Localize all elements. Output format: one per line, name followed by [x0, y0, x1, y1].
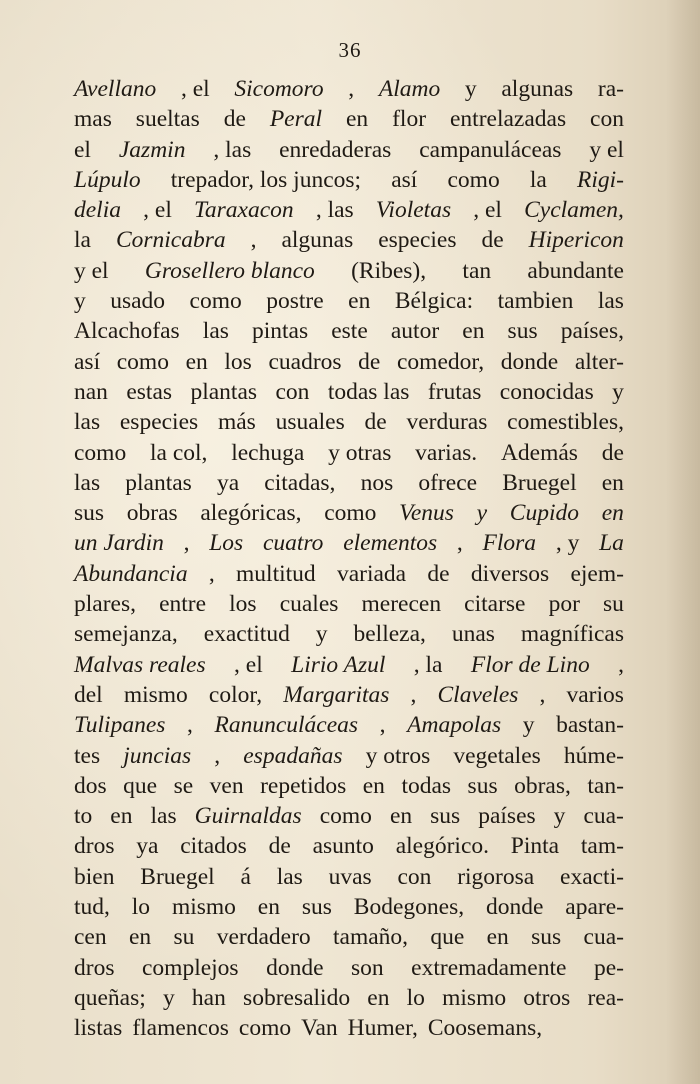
- text-segment: semejanza,: [74, 621, 178, 648]
- text-segment: los: [229, 591, 257, 618]
- text-segment: verdadero: [216, 924, 311, 951]
- text-segment: su: [603, 591, 624, 618]
- text-segment: su: [173, 924, 195, 951]
- text-segment: Los: [209, 530, 244, 557]
- text-segment: citarse: [464, 591, 526, 618]
- text-segment: Guirnaldas: [194, 803, 302, 830]
- text-line: [74, 407, 624, 437]
- text-segment: autor: [390, 318, 440, 345]
- text-segment: de: [601, 439, 624, 466]
- text-segment: ejem-: [570, 560, 624, 587]
- text-segment: Hipericon: [528, 227, 624, 254]
- text-segment: mismo: [123, 681, 188, 708]
- text-line: [74, 104, 624, 134]
- text-segment: y: [464, 76, 477, 102]
- text-segment: cuales: [279, 591, 339, 618]
- text-line: [74, 135, 624, 165]
- text-segment: de: [427, 560, 450, 587]
- text-segment: sus: [531, 924, 562, 951]
- text-segment: ,: [208, 560, 215, 587]
- body-text: [74, 74, 624, 1044]
- text-segment: ,: [250, 227, 257, 254]
- text-segment: donde: [500, 348, 559, 375]
- text-line: [74, 589, 624, 619]
- text-segment: con: [397, 863, 432, 890]
- text-segment: alegóricas,: [200, 500, 302, 527]
- text-segment: en: [128, 924, 152, 951]
- text-segment: Humer,: [347, 1015, 418, 1042]
- text-line: [74, 377, 624, 407]
- text-segment: que: [123, 772, 158, 799]
- text-segment: nan: [74, 378, 108, 405]
- text-line: [74, 347, 624, 377]
- text-segment: ven: [209, 772, 244, 799]
- text-segment: otros: [523, 984, 571, 1011]
- text-segment: la col,: [150, 439, 208, 466]
- text-segment: color,: [208, 681, 263, 708]
- text-segment: especies: [378, 227, 457, 254]
- text-segment: Rigi-: [576, 166, 624, 193]
- text-segment: entre: [159, 591, 207, 618]
- text-segment: , el: [180, 76, 210, 102]
- text-segment: Coosemans,: [427, 1015, 543, 1042]
- text-segment: tan: [462, 257, 492, 284]
- text-segment: así: [74, 348, 101, 375]
- text-segment: la: [74, 227, 91, 254]
- text-segment: Venus: [399, 500, 454, 527]
- text-segment: usado: [110, 288, 166, 315]
- text-line: [74, 165, 624, 195]
- text-line: [74, 953, 624, 983]
- text-segment: entrelazadas: [449, 106, 567, 133]
- text-segment: extremadamente: [411, 954, 567, 981]
- text-segment: alter-: [574, 348, 624, 375]
- text-segment: lo: [131, 894, 151, 921]
- text-segment: ,: [539, 681, 546, 708]
- text-segment: así: [391, 166, 418, 193]
- text-segment: en: [257, 894, 280, 921]
- text-segment: y: [315, 621, 328, 648]
- text-segment: ra-: [597, 76, 624, 102]
- text-segment: como: [324, 500, 377, 527]
- text-segment: y: [476, 500, 488, 527]
- text-segment: y: [522, 712, 535, 739]
- text-segment: , y: [555, 530, 580, 557]
- text-segment: Jazmin: [118, 136, 186, 163]
- text-segment: como: [319, 803, 372, 830]
- text-segment: bastan-: [556, 712, 624, 739]
- text-segment: Grosellero blanco: [144, 257, 315, 284]
- text-segment: asunto: [312, 833, 374, 860]
- text-segment: ,: [410, 681, 417, 708]
- text-segment: la: [529, 166, 547, 193]
- text-segment: Avellano: [74, 76, 157, 102]
- text-segment: dos: [74, 772, 107, 799]
- text-segment: Bodegones,: [353, 894, 465, 921]
- text-segment: , el: [143, 197, 172, 224]
- text-line: [74, 771, 624, 801]
- text-segment: citados: [180, 833, 247, 860]
- text-line: [74, 559, 624, 589]
- text-segment: cua-: [583, 924, 624, 951]
- text-segment: Flora: [482, 530, 537, 557]
- text-segment: varias.: [415, 439, 478, 466]
- text-segment: de: [364, 409, 387, 436]
- text-segment: uvas: [328, 863, 372, 890]
- text-segment: en: [367, 984, 390, 1011]
- text-segment: en: [362, 772, 385, 799]
- text-segment: sueltas: [135, 106, 200, 133]
- text-segment: ,: [214, 742, 221, 769]
- text-segment: juncias: [123, 742, 192, 769]
- text-segment: en: [389, 803, 413, 830]
- text-segment: este: [331, 318, 368, 345]
- text-segment: ,: [456, 530, 463, 557]
- text-segment: y el: [74, 257, 109, 284]
- text-segment: Bruegel: [502, 469, 577, 496]
- text-segment: y otras: [328, 439, 392, 466]
- text-segment: del: [74, 681, 103, 708]
- text-segment: Peral: [269, 106, 323, 133]
- text-line: [74, 316, 624, 346]
- text-segment: tud,: [74, 894, 110, 921]
- text-line: [74, 74, 624, 104]
- text-segment: alegórico.: [395, 833, 490, 860]
- text-segment: tes: [74, 742, 101, 769]
- text-segment: Cyclamen,: [524, 197, 624, 224]
- text-segment: estas: [126, 378, 173, 405]
- text-segment: diversos: [470, 560, 550, 587]
- text-segment: nos: [360, 469, 394, 496]
- text-segment: Flor de Lino: [470, 651, 590, 678]
- text-segment: los: [224, 348, 252, 375]
- text-segment: merecen: [361, 591, 442, 618]
- text-line: [74, 195, 624, 225]
- text-segment: y otros: [365, 742, 431, 769]
- text-line: [74, 256, 624, 286]
- text-segment: como: [74, 439, 127, 466]
- text-line: [74, 862, 624, 892]
- text-segment: obras: [126, 500, 178, 527]
- text-segment: Margaritas: [283, 681, 390, 708]
- text-segment: Bélgica:: [394, 288, 474, 315]
- text-segment: enredaderas: [279, 136, 392, 163]
- text-segment: Alcachofas: [74, 318, 180, 345]
- text-line: [74, 286, 624, 316]
- text-segment: en: [345, 106, 369, 133]
- text-line: [74, 498, 624, 528]
- text-segment: cen: [74, 924, 107, 951]
- text-line: [74, 801, 624, 831]
- text-segment: Cupido: [509, 500, 580, 527]
- text-segment: obras,: [514, 772, 571, 799]
- text-segment: sus: [74, 500, 105, 527]
- text-segment: comestibles,: [507, 409, 624, 436]
- text-segment: donde: [266, 954, 324, 981]
- text-segment: Pinta: [510, 833, 560, 860]
- text-segment: plares,: [74, 591, 136, 618]
- text-line: [74, 831, 624, 861]
- text-segment: campanuláceas: [419, 136, 562, 163]
- text-segment: á: [240, 863, 251, 890]
- text-segment: frutas: [427, 378, 482, 405]
- text-segment: flor: [392, 106, 427, 133]
- text-segment: ya: [136, 833, 159, 860]
- text-segment: elementos: [343, 530, 438, 557]
- text-segment: varios: [566, 681, 624, 708]
- text-segment: apare-: [565, 894, 624, 921]
- text-segment: sus: [467, 772, 498, 799]
- text-segment: las: [276, 863, 303, 890]
- text-segment: y: [612, 378, 624, 405]
- text-segment: Abundancia: [74, 560, 188, 587]
- text-segment: de: [268, 833, 291, 860]
- text-segment: las: [202, 318, 229, 345]
- text-segment: vegetales: [453, 742, 541, 769]
- text-segment: especies: [119, 409, 199, 436]
- text-segment: sus: [301, 894, 332, 921]
- text-segment: espadañas: [243, 742, 343, 769]
- text-segment: que: [430, 924, 465, 951]
- text-segment: por: [548, 591, 580, 618]
- text-segment: flamencos: [132, 1015, 229, 1042]
- text-segment: un Jardin: [74, 530, 164, 557]
- text-segment: rea-: [587, 984, 624, 1011]
- text-segment: Taraxacon: [194, 197, 294, 224]
- text-segment: exacti-: [560, 863, 624, 890]
- text-segment: La: [599, 530, 624, 557]
- text-segment: trepador, los juncos;: [170, 166, 362, 193]
- text-segment: como: [447, 166, 500, 193]
- text-segment: lechuga: [231, 439, 305, 466]
- text-segment: , las: [315, 197, 354, 224]
- text-line: [74, 1013, 624, 1043]
- text-segment: algunas: [281, 227, 354, 254]
- text-segment: queñas;: [74, 984, 146, 1011]
- text-line: [74, 922, 624, 952]
- text-segment: bien: [74, 863, 115, 890]
- text-segment: (Ribes),: [351, 257, 427, 284]
- text-segment: verduras: [406, 409, 488, 436]
- text-segment: ,: [618, 651, 624, 678]
- text-line: [74, 438, 624, 468]
- text-segment: variada: [336, 560, 407, 587]
- text-segment: y: [74, 288, 86, 315]
- text-segment: como: [116, 348, 169, 375]
- text-segment: mas: [74, 106, 112, 133]
- text-segment: ya: [216, 469, 240, 496]
- text-segment: de: [358, 348, 381, 375]
- text-line: [74, 680, 624, 710]
- text-segment: las: [74, 409, 101, 436]
- text-segment: pe-: [593, 954, 624, 981]
- text-line: [74, 619, 624, 649]
- text-segment: más: [217, 409, 256, 436]
- text-segment: y el: [589, 136, 624, 163]
- text-segment: lo: [406, 984, 425, 1011]
- text-segment: Lirio Azul: [291, 651, 386, 678]
- text-segment: todas: [401, 772, 452, 799]
- text-segment: Amapolas: [407, 712, 502, 739]
- text-line: [74, 468, 624, 498]
- text-segment: algunas: [501, 76, 574, 102]
- text-segment: las: [597, 288, 624, 315]
- text-segment: de: [481, 227, 504, 254]
- text-segment: plantas: [125, 469, 192, 496]
- text-segment: ,: [379, 712, 386, 739]
- text-segment: dros: [74, 833, 115, 860]
- text-segment: unas: [451, 621, 495, 648]
- text-segment: , el: [234, 651, 263, 678]
- text-segment: cua-: [583, 803, 624, 830]
- text-segment: conocidas: [499, 378, 594, 405]
- text-segment: Ranunculáceas: [214, 712, 359, 739]
- text-segment: todas las: [327, 378, 410, 405]
- text-segment: , la: [413, 651, 443, 678]
- text-segment: países: [478, 803, 536, 830]
- text-segment: ,: [187, 712, 193, 739]
- text-segment: Alamo: [378, 76, 441, 102]
- text-segment: como: [189, 288, 242, 315]
- text-segment: citadas,: [264, 469, 336, 496]
- text-segment: magníficas: [520, 621, 624, 648]
- text-segment: Tulipanes: [74, 712, 166, 739]
- text-line: [74, 892, 624, 922]
- text-segment: ,: [183, 530, 190, 557]
- text-line: [74, 650, 624, 680]
- text-segment: son: [351, 954, 384, 981]
- text-segment: húme-: [563, 742, 624, 769]
- text-line: [74, 710, 624, 740]
- text-segment: sus: [430, 803, 461, 830]
- text-segment: Sicomoro: [234, 76, 324, 102]
- text-segment: , el: [473, 197, 502, 224]
- text-segment: ofrece: [418, 469, 478, 496]
- text-segment: cuadros: [268, 348, 342, 375]
- page-number: 36: [338, 38, 362, 62]
- text-segment: exactitud: [203, 621, 290, 648]
- text-segment: plantas: [190, 378, 258, 405]
- text-segment: sobresalido: [243, 984, 351, 1011]
- text-segment: complejos: [141, 954, 239, 981]
- text-segment: las: [74, 469, 101, 496]
- text-segment: mismo: [171, 894, 236, 921]
- text-segment: países,: [560, 318, 624, 345]
- text-segment: listas: [74, 1015, 123, 1042]
- text-line: [74, 983, 624, 1013]
- text-segment: Van: [301, 1015, 338, 1042]
- text-segment: ,: [348, 76, 355, 102]
- text-segment: Claveles: [437, 681, 519, 708]
- page-edge-shadow: [666, 0, 700, 1084]
- text-segment: usuales: [275, 409, 345, 436]
- text-segment: Cornicabra: [115, 227, 226, 254]
- text-segment: to: [74, 803, 93, 830]
- text-segment: repetidos: [260, 772, 347, 799]
- text-segment: dros: [74, 954, 115, 981]
- text-segment: se: [173, 772, 194, 799]
- text-segment: el: [74, 136, 91, 163]
- text-segment: las: [150, 803, 177, 830]
- text-segment: delia: [74, 197, 121, 224]
- text-segment: donde: [485, 894, 544, 921]
- text-line: [74, 741, 624, 771]
- text-segment: rigorosa: [457, 863, 535, 890]
- text-segment: en: [601, 500, 624, 527]
- text-segment: Bruegel: [140, 863, 215, 890]
- text-segment: sus: [507, 318, 538, 345]
- text-segment: belleza,: [353, 621, 426, 648]
- text-segment: tam-: [580, 833, 624, 860]
- text-segment: en: [486, 924, 509, 951]
- text-segment: y: [162, 984, 175, 1011]
- text-segment: Violetas: [375, 197, 452, 224]
- text-segment: en: [462, 318, 485, 345]
- text-segment: Malvas reales: [74, 651, 206, 678]
- text-segment: , las: [213, 136, 252, 163]
- text-line: [74, 528, 624, 558]
- text-segment: multitud: [236, 560, 316, 587]
- text-segment: han: [191, 984, 226, 1011]
- text-segment: de: [223, 106, 246, 133]
- text-segment: postre: [266, 288, 324, 315]
- text-segment: con: [590, 106, 624, 133]
- text-segment: en: [601, 469, 624, 496]
- text-segment: abundante: [527, 257, 624, 284]
- text-segment: en: [185, 348, 208, 375]
- text-segment: Lúpulo: [74, 166, 141, 193]
- text-segment: tan-: [587, 772, 624, 799]
- text-line: [74, 225, 624, 255]
- text-segment: Además: [500, 439, 578, 466]
- text-segment: cuatro: [262, 530, 324, 557]
- text-segment: en: [348, 288, 371, 315]
- text-segment: en: [110, 803, 133, 830]
- text-segment: tamaño,: [332, 924, 409, 951]
- text-segment: y: [553, 803, 566, 830]
- text-segment: pintas: [252, 318, 309, 345]
- text-segment: como: [238, 1015, 292, 1042]
- text-segment: mismo: [442, 984, 507, 1011]
- text-segment: tambien: [497, 288, 574, 315]
- text-segment: comedor,: [396, 348, 485, 375]
- text-segment: con: [275, 378, 310, 405]
